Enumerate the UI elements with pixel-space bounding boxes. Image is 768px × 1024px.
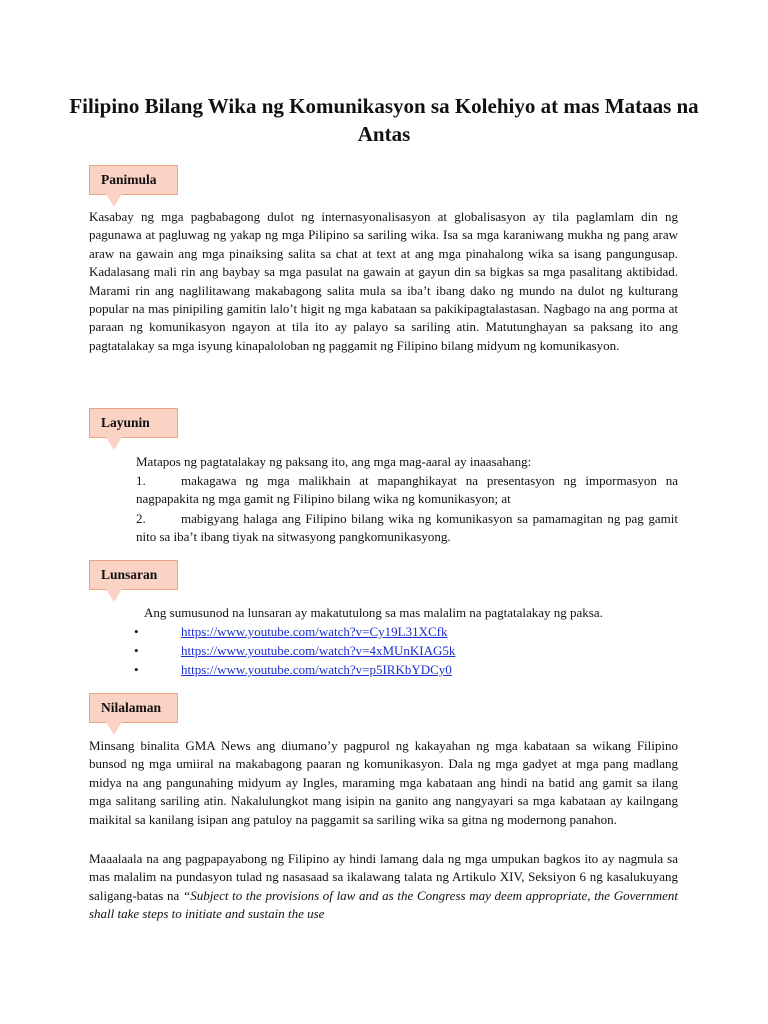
bullet-2: • — [134, 643, 139, 658]
callout-tail — [106, 722, 122, 735]
nilalaman-paragraph-2-text: Maaalaala na ang pagpapayabong ng Filipino ay hindi lamang dala ng mga umpukan bagkos ito ay nagmula sa mas malalim na pundasyon tulad ng nasasaad sa ikalawang talata ng Artikulo XIV, Seksiyon 6 ng kasalukuyang saligang-batas na — [89, 851, 678, 903]
panimula-paragraph: Kasabay ng mga pagbabagong dulot ng internasyonalisasyon at globalisasyon ay tila paglamlam din ng pagunawa at pagluwag ng yakap ng mga Pilipino sa sariling wika. Isa sa mga karaniwang mukha ng pang araw araw na gawain ang mga pinaiksing salita sa chat at text at ang mga pinahalong wika sa isang pangungusap. Kadalasang mali rin ang baybay sa mga pasulat na gawain at gayun din sa bigkas sa mga pasalitang aktibidad. Marami rin ang naglilitawang makabagong salita mula sa iba’t ibang dako ng mundo na dulot ng kulturang popular na mas pinipiling gamitin lalo’t higit ng mga kabataan sa pakikipagtalastasan. Nagbago na ang porma at paraan ng komunikasyon ngayon at tila ito ay palayo sa sariling atin. Matutunghayan sa paksang ito ang pagtatalakay sa mga isyung kinapaloloban ng paggamit ng Filipino bilang midyum ng komunikasyon. — [89, 209, 678, 353]
layunin-item-2-number: 2. — [136, 511, 146, 526]
layunin-item-1-number: 1. — [136, 473, 146, 488]
bullet-1: • — [134, 624, 139, 639]
nilalaman-paragraph-1: Minsang binalita GMA News ang diumano’y pagpurol ng kakayahan ng mga kabataan sa wikang Filipino bunsod ng mga umiiral na makabagong paaran ng komunikasyon. Dala ng mga gadyet at mga pang madlang midya na ang pangunahing midyum ay Ingles, maraming mga kabataan ang hindi na batid ang gamit sa ilang mga salitang sariling atin. Nakalulungkot mang isipin na ganito ang nangyayari sa mga kabataan ay kailngang maikital sa kanilang isipan ang patuloy na paggamit sa sariling wika sa gitna ng modernong panahon. — [89, 738, 678, 827]
nilalaman-heading: Nilalaman — [101, 700, 162, 715]
lunsaran-heading: Lunsaran — [101, 567, 158, 582]
callout-tail — [106, 194, 122, 207]
youtube-link-2[interactable]: https://www.youtube.com/watch?v=4xMUnKIAG5k — [181, 643, 456, 658]
lunsaran-intro: Ang sumusunod na lunsaran ay makatutulong sa mas malalim na pagtatalakay ng paksa. — [144, 605, 603, 620]
bullet-3: • — [134, 662, 139, 677]
lunsaran-heading-callout — [89, 560, 178, 590]
nilalaman-paragraph-2 — [89, 850, 678, 924]
layunin-item-2-text: mabigyang halaga ang Filipino bilang wika ng komunikasyon sa pamamagitan ng pag gamit nito sa iba’t ibang tiyak na sitwasyong pangkomunikasyong. — [136, 511, 678, 545]
panimula-heading-callout — [89, 165, 178, 195]
document-title: Filipino Bilang Wika ng Komunikasyon sa Kolehiyo at mas Mataas na Antas — [69, 94, 699, 146]
constitution-quote: “Subject to the provisions of law and as the Congress may deem appropriate, the Government shall take steps to initiate and sustain the use — [89, 887, 678, 922]
panimula-heading: Panimula — [101, 172, 157, 187]
layunin-heading-callout — [89, 408, 178, 438]
callout-tail — [106, 589, 122, 602]
layunin-heading: Layunin — [101, 415, 150, 430]
callout-tail — [106, 437, 122, 450]
layunin-item-1-text: makagawa ng mga malikhain at mapanghikayat na presentasyon ng impormasyon na nagpapakita ng mga gamit ng Filipino bilang wika ng komunikasyon; at — [136, 473, 678, 507]
nilalaman-heading-callout — [89, 693, 178, 723]
youtube-link-1[interactable]: https://www.youtube.com/watch?v=Cy19L31XCfk — [181, 624, 448, 639]
layunin-intro: Matapos ng pagtatalakay ng paksang ito, ang mga mag-aaral ay inaasahang: — [136, 454, 532, 469]
youtube-link-3[interactable]: https://www.youtube.com/watch?v=p5IRKbYDCy0 — [181, 662, 452, 677]
